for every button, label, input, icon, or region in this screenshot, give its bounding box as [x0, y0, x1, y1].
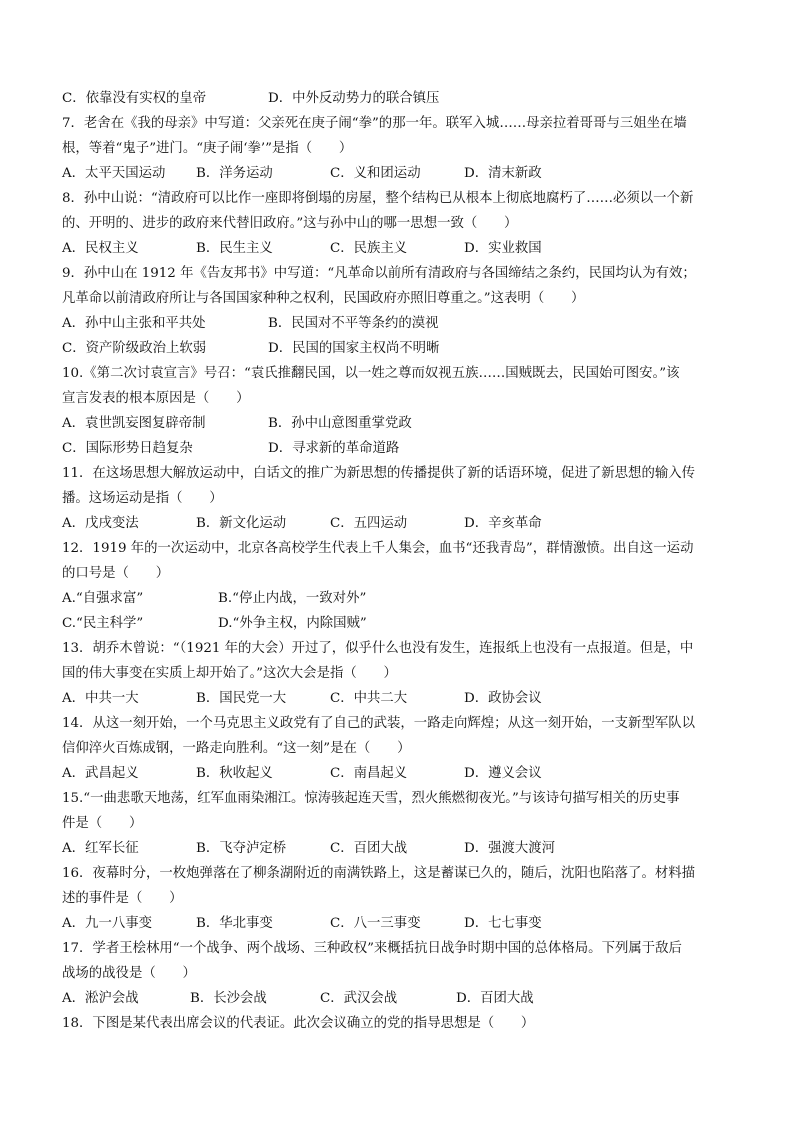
option-c: C．南昌起义	[330, 766, 408, 781]
question-text: 件是（ ）	[62, 816, 143, 831]
question-11	[62, 461, 742, 536]
question-text: 16．夜幕时分，一枚炮弹落在了柳条湖附近的南满铁路上，这是蓄谋已久的，随后，沈阳也陷落了。材料描	[62, 866, 696, 881]
option-c: C．国际形势日趋复杂	[62, 441, 193, 456]
option-b: B．新文化运动	[196, 516, 287, 531]
option-b: B．民生主义	[196, 241, 273, 256]
question-text: 国的伟大事变在实质上却开始了。”这次大会是指（ ）	[62, 666, 397, 681]
question-13	[62, 636, 742, 711]
options-row	[62, 336, 742, 361]
option-a: A．戊戌变法	[62, 516, 139, 531]
question-text: 13．胡乔木曾说：“（1921 年的大会）开过了，似乎什么也没有发生，连报纸上也没有一点报道。但是，中	[62, 641, 694, 656]
question-text: 14．从这一刻开始，一个马克思主义政党有了自己的武装，一路走向辉煌；从这一刻开始，一支新型军队以	[62, 716, 696, 731]
option-c: C．民族主义	[330, 241, 408, 256]
option-b: B.“停止内战，一致对外”	[218, 591, 367, 606]
question-text: 信仰淬火百炼成钢，一路走向胜利。“这一刻”是在（ ）	[62, 741, 411, 756]
option-b: B．民国对不平等条约的漠视	[268, 316, 439, 331]
option-c: C．义和团运动	[330, 166, 421, 181]
option-b: B．华北事变	[196, 916, 273, 931]
question-text: 10.《第二次讨袁宣言》号召：“袁氏推翻民国，以一姓之尊而奴视五族……国贼既去，民国始可图安。”该	[62, 366, 680, 381]
option-c: C．八一三事变	[330, 916, 421, 931]
question-18	[62, 1011, 742, 1036]
question-text: 9．孙中山在 1912 年《告友邦书》中写道：“凡革命以前所有清政府与各国缔结之条约，民国均认为有效；	[62, 266, 696, 281]
question-12	[62, 536, 742, 636]
question-text: 战场的战役是（ ）	[62, 966, 196, 981]
question-text: 根，等着“鬼子”进门。“庚子闹‘拳’”是指（ ）	[62, 141, 353, 156]
question-17	[62, 936, 742, 1011]
options-row	[62, 586, 742, 611]
option-c: C．中共二大	[330, 691, 408, 706]
question-text: 的、开明的、进步的政府来代替旧政府。”这与孙中山的哪一思想一致（ ）	[62, 216, 518, 231]
options-row	[62, 836, 742, 861]
option-c: C．五四运动	[330, 516, 408, 531]
question-text: 17．学者王桧林用“一个战争、两个战场、三种政权”来概括抗日战争时期中国的总体格局。下列属于敌后	[62, 941, 682, 956]
option-d: D.“外争主权，内除国贼”	[218, 616, 367, 631]
option-a: A.“自强求富”	[62, 591, 144, 606]
option-b: B．孙中山意图重掌党政	[268, 416, 412, 431]
question-text: 8．孙中山说：“清政府可以比作一座即将倒塌的房屋，整个结构已从根本上彻底地腐朽了……必须以一个新	[62, 191, 694, 206]
question-14	[62, 711, 742, 786]
option-b: B．长沙会战	[190, 991, 267, 1006]
options-row	[62, 436, 742, 461]
option-c: C．依靠没有实权的皇帝	[62, 91, 207, 106]
question-text: 宣言发表的根本原因是（ ）	[62, 391, 250, 406]
question-15	[62, 786, 742, 861]
question-10	[62, 361, 742, 461]
options-row	[62, 411, 742, 436]
option-c: C.“民主科学”	[62, 616, 144, 631]
question-text: 7．老舍在《我的母亲》中写道：父亲死在庚子闹“拳”的那一年。联军入城……母亲拉着哥哥与三姐坐在墙	[62, 116, 687, 131]
option-b: B．飞夺泸定桥	[196, 841, 287, 856]
question-text: 述的事件是（ ）	[62, 891, 183, 906]
option-b: B．秋收起义	[196, 766, 273, 781]
option-b: B．国民党一大	[196, 691, 287, 706]
option-a: A．九一八事变	[62, 916, 153, 931]
options-row	[62, 761, 742, 786]
option-d: D．中外反动势力的联合镇压	[268, 91, 440, 106]
question-text: 15.“一曲悲歌天地荡，红军血雨染湘江。惊涛骇起连天雪，烈火熊燃彻夜光。”与该诗句描写相关的历史事	[62, 791, 680, 806]
question-text: 12．1919 年的一次运动中，北京各高校学生代表上千人集会，血书“还我青岛”，群情激愤。出自这一运动	[62, 541, 694, 556]
question-16	[62, 861, 742, 936]
options-row	[62, 311, 742, 336]
option-a: A．民权主义	[62, 241, 139, 256]
options-row	[62, 686, 742, 711]
option-c: C．百团大战	[330, 841, 408, 856]
options-row	[62, 911, 742, 936]
exam-page	[62, 86, 742, 1036]
question-7	[62, 111, 742, 186]
question-text: 凡革命以前清政府所让与各国国家种种之权利，民国政府亦照旧尊重之。”这表明（ ）	[62, 291, 585, 306]
option-c: C．资产阶级政治上软弱	[62, 341, 207, 356]
options-row	[62, 511, 742, 536]
question-text: 11．在这场思想大解放运动中，白话文的推广为新思想的传播提供了新的话语环境，促进了新思想的输入传	[62, 466, 696, 481]
option-d: D．民国的国家主权尚不明晰	[268, 341, 440, 356]
option-d: D．遵义会议	[464, 766, 542, 781]
options-row	[62, 161, 742, 186]
option-a: A．太平天国运动	[62, 166, 166, 181]
options-row	[62, 986, 742, 1011]
option-a: A．淞沪会战	[62, 991, 139, 1006]
option-a: A．武昌起义	[62, 766, 139, 781]
question-8	[62, 186, 742, 261]
question-text: 播。这场运动是指（ ）	[62, 491, 223, 506]
option-d: D．七七事变	[464, 916, 542, 931]
option-a: A．红军长征	[62, 841, 139, 856]
option-d: D．强渡大渡河	[464, 841, 556, 856]
options-row	[62, 236, 742, 261]
option-d: D．实业救国	[464, 241, 542, 256]
option-d: D．百团大战	[456, 991, 534, 1006]
option-a: A．孙中山主张和平共处	[62, 316, 206, 331]
option-a: A．中共一大	[62, 691, 139, 706]
options-row	[62, 611, 742, 636]
option-d: D．寻求新的革命道路	[268, 441, 400, 456]
q6-options	[62, 86, 742, 111]
option-d: D．辛亥革命	[464, 516, 542, 531]
option-d: D．清末新政	[464, 166, 542, 181]
option-c: C．武汉会战	[320, 991, 398, 1006]
option-b: B．洋务运动	[196, 166, 273, 181]
question-text: 18．下图是某代表出席会议的代表证。此次会议确立的党的指导思想是（ ）	[62, 1016, 535, 1031]
question-text: 的口号是（ ）	[62, 566, 170, 581]
option-d: D．政协会议	[464, 691, 542, 706]
option-a: A．袁世凯妄图复辟帝制	[62, 416, 206, 431]
question-9	[62, 261, 742, 361]
